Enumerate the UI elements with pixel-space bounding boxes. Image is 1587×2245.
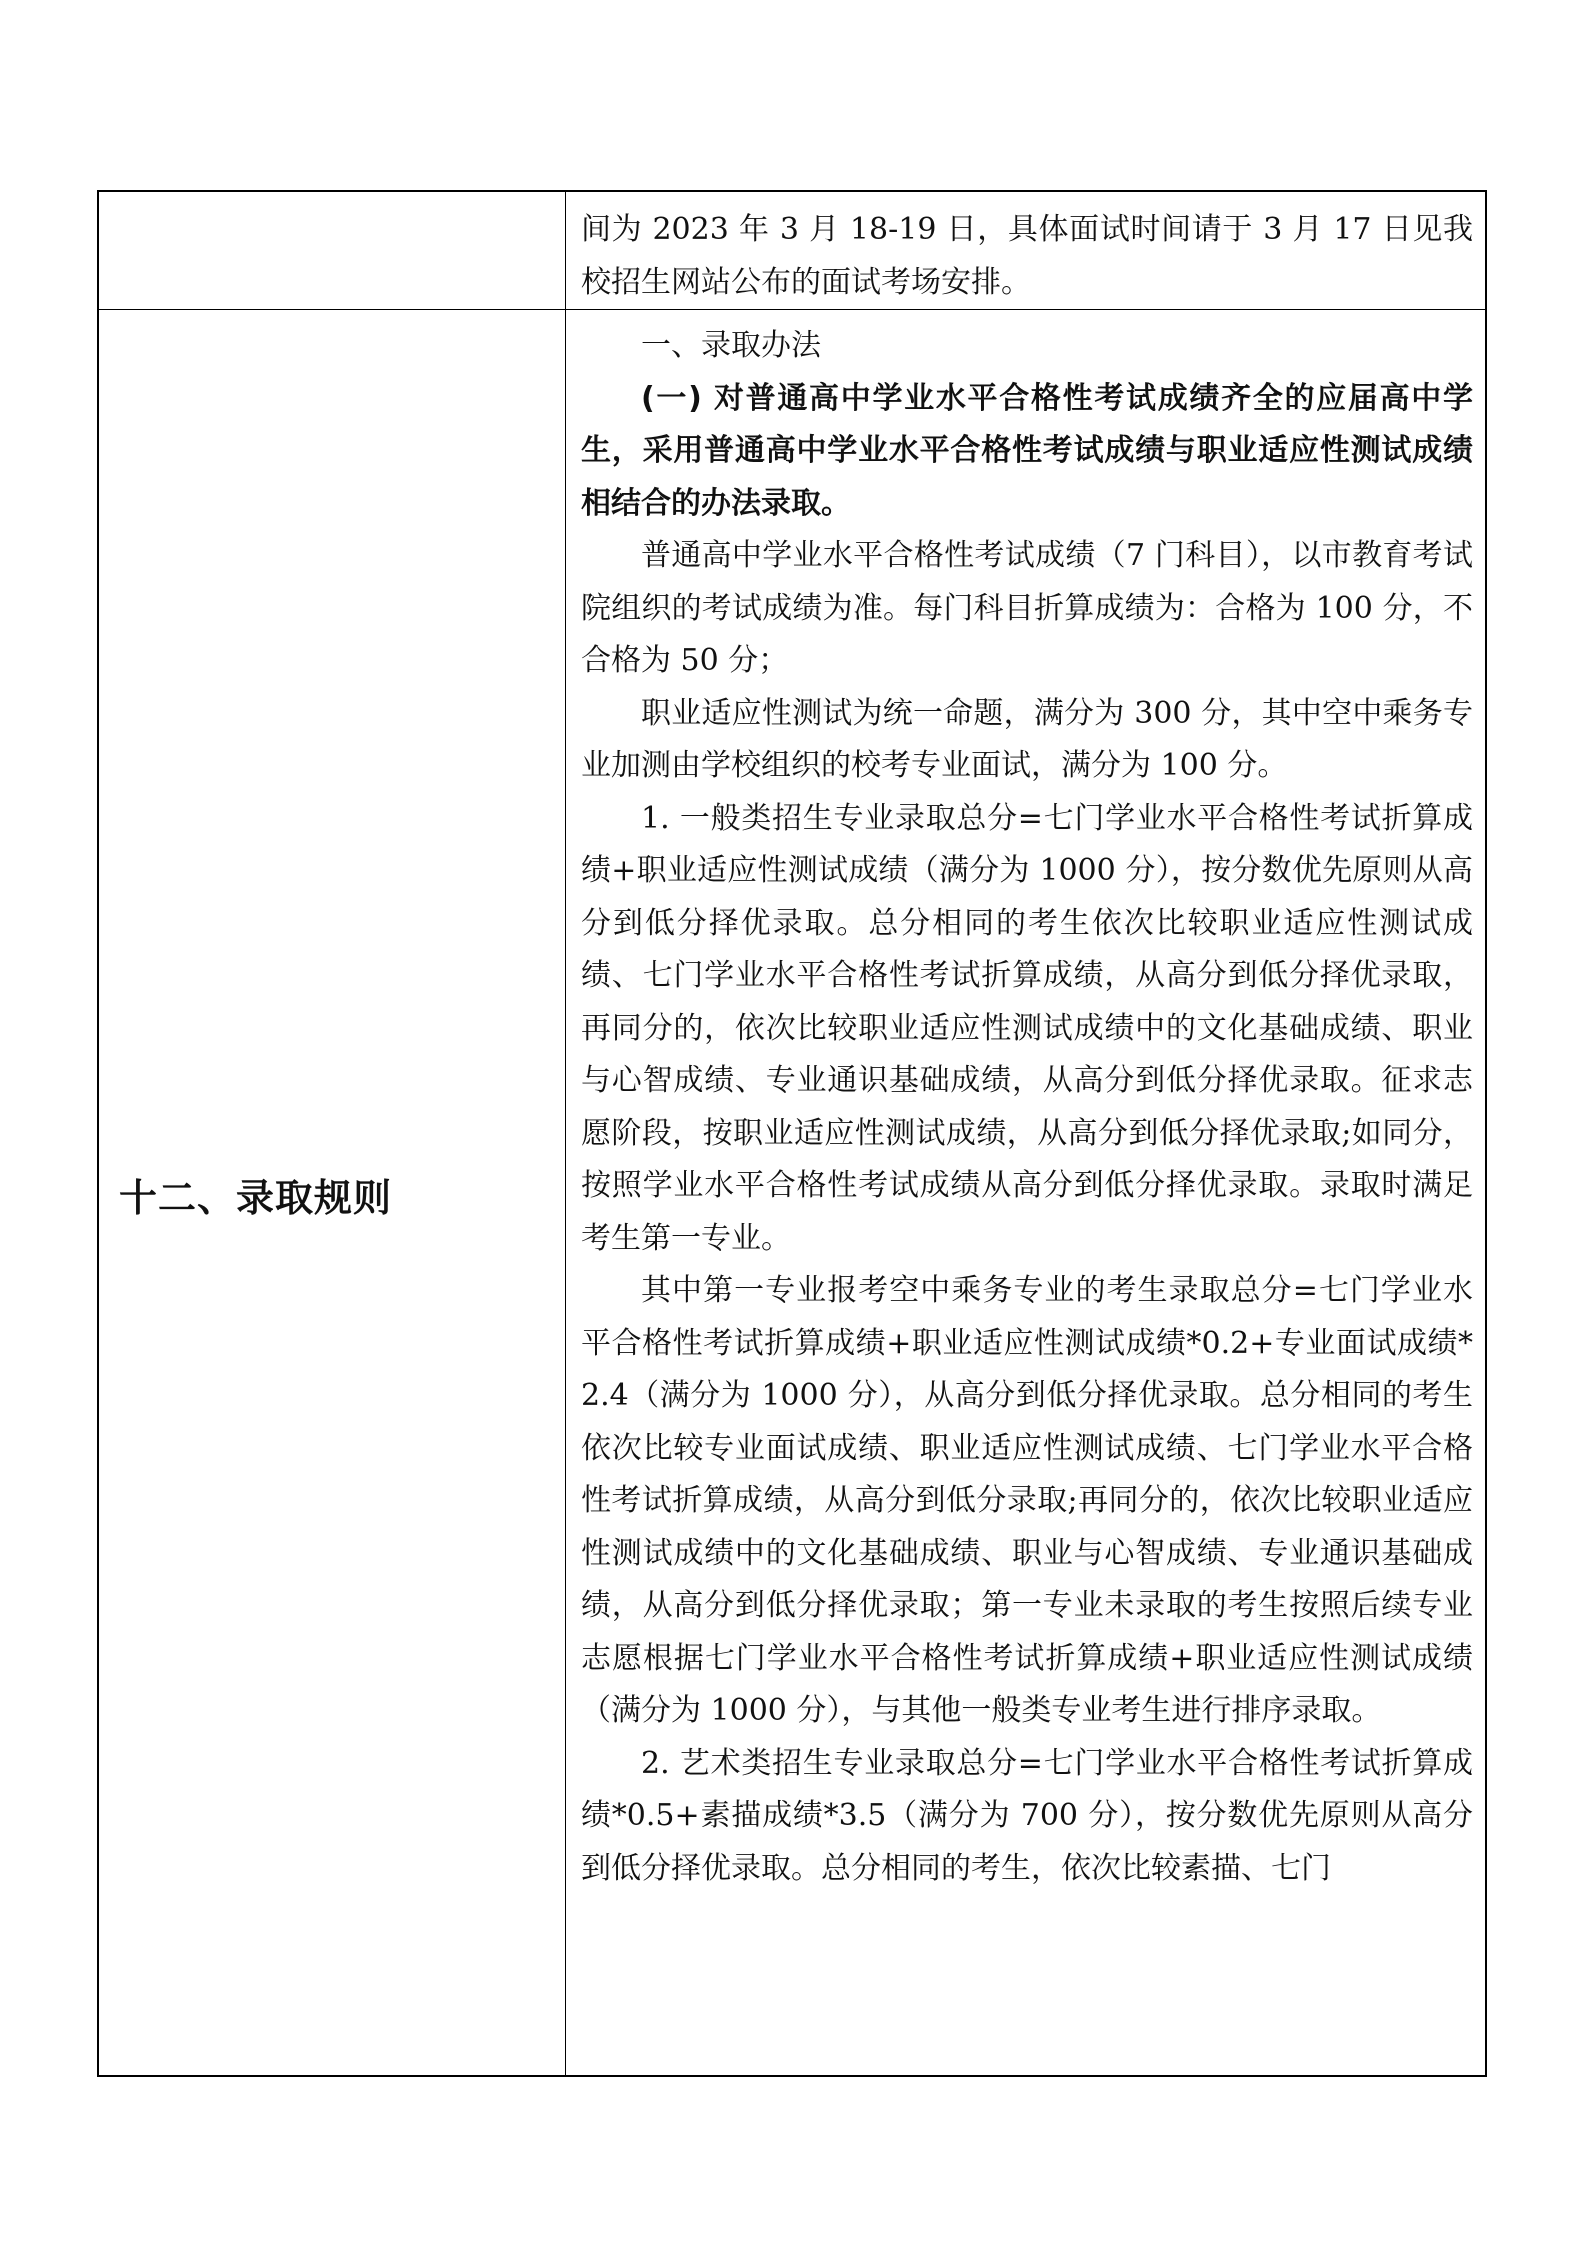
paragraph-aptitude-test: 职业适应性测试为统一命题，满分为 300 分，其中空中乘务专业加测由学校组织的校考专业面试，满分为 100 分。	[581, 695, 1473, 783]
paragraph-flight-attendant: 其中第一专业报考空中乘务专业的考生录取总分=七门学业水平合格性考试折算成绩+职业适应性测试成绩*0.2+专业面试成绩*2.4（满分为 1000 分），从高分到低分择优录取。总分相同的考生依次比较专业面试成绩、职业适应性测试成绩、七门学业水平合格性考试折算成绩，从高分到低分录取;再同分的，依次比较职业适应性测试成绩中的文化基础成绩、职业与心智成绩、专业通识基础成绩，从高分到低分择优录取；第一专业未录取的考生按照后续专业志愿根据七门学业水平合格性考试折算成绩+职业适应性测试成绩（满分为 1000 分），与其他一般类专业考生进行排序录取。	[581, 1273, 1473, 1728]
admission-rules-cell	[581, 320, 1473, 1895]
paragraph-art-majors: 2. 艺术类招生专业录取总分=七门学业水平合格性考试折算成绩*0.5+素描成绩*3.5（满分为 700 分），按分数优先原则从高分到低分择优录取。总分相同的考生，依次比较素描、七门	[581, 1745, 1473, 1886]
section-label: 十二、录取规则	[119, 1175, 393, 1220]
paragraph-general-majors: 1. 一般类招生专业录取总分=七门学业水平合格性考试折算成绩+职业适应性测试成绩（满分为 1000 分），按分数优先原则从高分到低分择优录取。总分相同的考生依次比较职业适应性测试成绩、七门学业水平合格性考试折算成绩，从高分到低分择优录取，再同分的，依次比较职业适应性测试成绩中的文化基础成绩、职业与心智成绩、专业通识基础成绩，从高分到低分择优录取。征求志愿阶段，按职业适应性测试成绩，从高分到低分择优录取;如同分，按照学业水平合格性考试成绩从高分到低分择优录取。录取时满足考生第一专业。	[581, 800, 1473, 1256]
admission-method-heading: 一、录取办法	[641, 328, 821, 363]
interview-time-cell	[581, 204, 1473, 309]
paragraph-score-conversion: 普通高中学业水平合格性考试成绩（7 门科目），以市教育考试院组织的考试成绩为准。每门科目折算成绩为：合格为 100 分，不合格为 50 分；	[581, 538, 1473, 678]
admission-method-subheading: (一) 对普通高中学业水平合格性考试成绩齐全的应届高中学生，采用普通高中学业水平合格性考试成绩与职业适应性测试成绩相结合的办法录取。	[581, 380, 1473, 521]
admission-rules-table	[97, 190, 1487, 2077]
section-label-cell	[99, 309, 565, 2079]
interview-time-text: 间为 2023 年 3 月 18-19 日，具体面试时间请于 3 月 17 日见我校招生网站公布的面试考场安排。	[581, 212, 1473, 300]
column-divider	[565, 192, 566, 2075]
